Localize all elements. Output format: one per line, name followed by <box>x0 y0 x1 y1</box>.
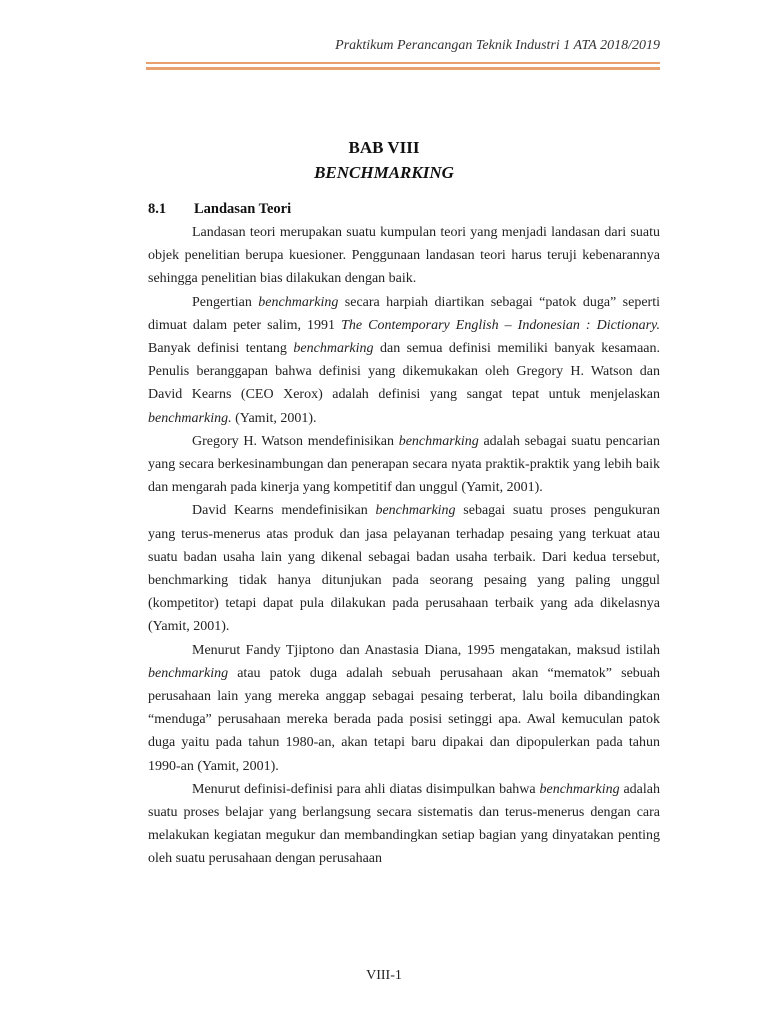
section-number: 8.1 <box>148 201 167 217</box>
p2-text-a: Pengertian <box>192 294 259 310</box>
paragraph-1: Landasan teori merupakan suatu kumpulan teori yang menjadi landasan dari suatu objek penelitian berupa kuesioner. Penggunaan landasan teori harus teruji kebenarannya sehingga penelitian bias dilakukan dengan baik. <box>148 225 660 287</box>
chapter-title: BENCHMARKING <box>314 163 454 182</box>
paragraph-3 <box>148 430 660 500</box>
p2-text-c: secara harpiah diartikan sebagai “patok duga” seperti dimuat dalam peter salim, 1991 <box>148 294 660 333</box>
p2-book-title: The Contemporary English – Indonesian : Dictionary. <box>341 317 660 333</box>
p2-text-i: (Yamit, 2001). <box>231 410 317 426</box>
p6-text-c: adalah suatu proses belajar yang berlangsung secara sistematis dan terus-menerus dengan cara melakukan kegiatan megukur dan membandingkan setiap bagian yang dinyatakan penting oleh suatu perusahaan dengan perusahaan <box>148 781 661 867</box>
body-text <box>148 221 660 871</box>
header-rule-thick <box>146 67 660 70</box>
p6-term-b: benchmarking <box>539 781 620 797</box>
section-title: Landasan Teori <box>194 201 292 217</box>
p4-text-c: sebagai suatu proses pengukuran yang terus-menerus atas produk dan jasa pelayanan terhadap pesaing yang terkuat atau suatu badan usaha lain yang dikenal sebagai badan usaha terbaik. Dari kedua tersebut, benchmarking tidak hanya ditunjukan pada seorang pesaing yang paling unggul (kompetitor) tetapi dapat pula dilakukan pada perusahaan terbaik yang ada dikelasnya (Yamit, 2001). <box>148 503 660 635</box>
p2-text-g: dan semua definisi memiliki banyak kesamaan. Penulis beranggapan bahwa definisi yang dikemukakan oleh Gregory H. Watson dan David Kearns (CEO Xerox) adalah definisi yang sangat tepat untuk menjelaskan <box>148 341 660 403</box>
paragraph-6 <box>148 778 660 871</box>
p4-term-b: benchmarking <box>375 503 456 519</box>
paragraph-5 <box>148 639 660 778</box>
chapter-label: BAB VIII <box>348 138 420 157</box>
p3-term-b: benchmarking <box>398 433 479 449</box>
p2-term-f: benchmarking <box>293 341 374 357</box>
header-rule-thin <box>146 62 660 64</box>
p2-text-e: Banyak definisi tentang <box>148 341 294 357</box>
running-header: Praktikum Perancangan Teknik Industri 1 ATA 2018/2019 <box>335 38 660 53</box>
p2-term-h: benchmarking. <box>148 410 232 426</box>
section-heading <box>148 201 291 218</box>
p6-text-a: Menurut definisi-definisi para ahli diatas disimpulkan bahwa <box>192 781 540 797</box>
p5-text-c: atau patok duga adalah sebuah perusahaan akan “mematok” sebuah perusahaan lain yang mereka anggap sebagai pesaing terberat, lalu boila dibandingkan “menduga” perusahaan mereka berada pada posisi setinggi apa. Awal kemuculan patok duga yaitu pada tahun 1980-an, akan tetapi baru dipakai dan dipopulerkan pada tahun 1990-an (Yamit, 2001). <box>148 665 660 774</box>
page-number: VIII-1 <box>366 968 402 983</box>
paragraph-2 <box>148 291 660 430</box>
p4-text-a: David Kearns mendefinisikan <box>192 503 376 519</box>
paragraph-4 <box>148 499 660 638</box>
p2-term-b: benchmarking <box>258 294 339 310</box>
p3-text-a: Gregory H. Watson mendefinisikan <box>192 433 399 449</box>
p5-text-a: Menurut Fandy Tjiptono dan Anastasia Diana, 1995 mengatakan, maksud istilah <box>192 642 660 658</box>
p3-text-c: adalah sebagai suatu pencarian yang secara berkesinambungan dan penerapan secara nyata praktik-praktik yang lebih baik dan mengarah pada kinerja yang kompetitif dan unggul (Yamit, 2001). <box>148 433 660 496</box>
p5-term-b: benchmarking <box>148 665 229 681</box>
